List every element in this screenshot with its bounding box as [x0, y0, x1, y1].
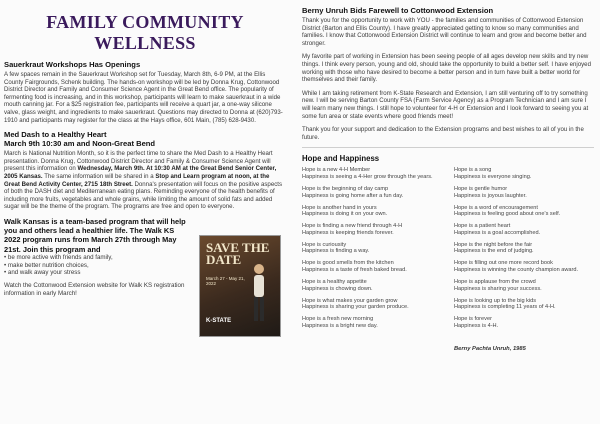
walker-figure-icon — [246, 262, 272, 324]
sauerkraut-article — [4, 60, 286, 124]
med-dash-article — [4, 130, 286, 211]
left-column — [4, 0, 286, 342]
walk-bullet: • and walk away your stress — [4, 269, 81, 277]
poem-stanza: Hope is good smells from the kitchen Happiness is a taste of fresh baked bread. — [302, 260, 407, 273]
walk-kansas-website-note: Watch the Cottonwood Extension website for Walk KS registration information in early March! — [4, 282, 185, 297]
poem-signature: Berny Pachta Unruh, 1985 — [454, 346, 526, 353]
sauerkraut-title: Sauerkraut Workshops Has Openings — [4, 60, 141, 69]
poem-stanza: Hope is looking up to the big kids Happiness is completing 11 years of 4-H. — [454, 297, 556, 311]
med-dash-body — [4, 150, 286, 211]
farewell-article — [302, 6, 594, 141]
hope-happiness-title: Hope and Happiness — [302, 154, 380, 164]
med-dash-text-3: Donna's presentation will focus on the positive aspects of both the DASH diet and Mediterranean eating plans. Reminding everyone of the health benefits of including more fruits, vegetables and whole grains, while limiting the amount of solid fats and added sugar will be the theme of the program. The programs are free and open to everyone. — [4, 180, 283, 211]
poem-stanza: Hope is the night before the fair Happiness is the end of judging. — [454, 241, 534, 255]
med-dash-title-line2: March 9th 10:30 am and Noon-Great Bend — [4, 139, 156, 149]
poem-stanza: Hope is another hand in yours Happiness is doing it on your own. — [302, 204, 388, 218]
poem-stanza: Hope is a song Happiness is everyone singing. — [454, 167, 532, 180]
section-divider — [302, 147, 594, 148]
med-dash-text-2: The same information will be shared in a — [42, 172, 156, 180]
med-dash-noon-bold: Stop and Learn program at noon, at the Great Bend Activity Center, 2715 18th Street. — [4, 172, 270, 188]
walk-kansas-lead: Walk Kansas is a team-based program that will help you and others lead a healthier life. The Walk KS 2022 program runs from March 27th through May 21st. Join this program and — [4, 216, 186, 254]
poem-stanza: Hope is filling out one more record book Happiness is winning the county champion award. — [454, 260, 579, 273]
hope-happiness-poem — [302, 167, 594, 353]
poem-stanza: Hope is a healthy appetite Happiness is chowing down. — [302, 278, 373, 292]
med-dash-date-bold: Wednesday, March 9th. At 10:30 AM at the Great Bend Senior Center, 2005 Kansas. — [4, 165, 277, 180]
sauerkraut-body: A few spaces remain in the Sauerkraut Workshop set for Tuesday, March 8th, 6-9 PM, at the Ellis County Fairgrounds, Schenk building. The hands-on workshop will be led by Donna Krug, Cottonwood District Director and Family and Consumer Science Agent in the Great Bend office. The popularity of fermenting food is increasing, and in this workshop, participants will learn to make sauerkraut in a wide mouth canning jar. For a $25 registration fee, participants will receive a quart jar, a one-way silicone valve, glass weight, and ingredients to make sauerkraut. Questions may directed to Donna at (620)793-1910 and participants may register for the class at the Hays office, 601 Main, (785) 628-9430. — [4, 71, 283, 124]
walk-kansas-section — [4, 217, 286, 342]
poem-stanza: Hope is the beginning of day camp Happiness is going home after a fun day. — [302, 185, 404, 199]
walk-bullet: • be more active with friends and family, — [4, 253, 113, 261]
farewell-paragraph: Thank you for your support and dedication to the Extension programs and best wishes to all of you in the future. — [302, 126, 584, 141]
med-dash-title-line1: Med Dash to a Healthy Heart — [4, 130, 107, 140]
poem-stanza: Hope is forever Happiness is 4-H. — [454, 316, 499, 329]
right-column — [302, 0, 594, 353]
farewell-title: Berny Unruh Bids Farewell to Cottonwood Extension — [302, 6, 494, 15]
walk-kansas-bullets — [4, 254, 186, 277]
poem-stanza: Hope is finding a new friend through 4-H Happiness is keeping friends forever. — [302, 223, 403, 236]
poem-stanza: Hope is curiousity Happiness is finding a way. — [302, 241, 370, 255]
poem-stanza: Hope is a patient heart Happiness is a goal accomplished. — [454, 223, 541, 236]
kstate-logo: K-STATE — [206, 317, 232, 324]
walk-bullet: • make better nutrition choices, — [4, 261, 89, 269]
med-dash-text-1: March is National Nutrition Month, so it is the perfect time to share the Med Dash to a Healthy Heart presentation. Donna Krug, Cottonwood District Director and Family & Consumer Science Agent will present this information on — [4, 150, 273, 173]
med-dash-title — [4, 130, 286, 148]
poem-stanza: Hope is a fresh new morning Happiness is a bright new day. — [302, 316, 378, 329]
walk-kansas-text — [4, 217, 186, 304]
poem-stanza: Hope is gentle humor Happiness is joyous laughter. — [454, 185, 527, 199]
newsletter-masthead: FAMILY COMMUNITY WELLNESS — [46, 12, 244, 53]
farewell-paragraph: While I am taking retirement from K-State Research and Extension, I am still venturing off to try something new. I will be serving Barton County FSA (Farm Service Agency) as a Program Technician and I am sure I will learn many new things. I still hope to volunteer for 4-H or Extension and I look forward to seeing you at some fun area or state events where good friends meet! — [302, 89, 589, 120]
farewell-paragraph: My favorite part of working in Extension has been seeing people of all ages develop new skills and try new things. I think every person, young and old, should take the opportunity to build a better self. I have enjoyed working with those who have desired to become a better person and in turn have built a better world for themselves and their family. — [302, 53, 591, 84]
save-the-date-poster — [199, 235, 281, 337]
farewell-paragraph: Thank you for the opportunity to work with YOU - the families and communities of Cottonwood Extension District (Barton and Ellis County). I have greatly appreciated getting to know so many communities and families. I know that Cottonwood Extension District will continue to learn and grow and become better and stronger. — [302, 17, 587, 47]
poem-stanza: Hope is applause from the crowd Happiness is sharing your success. — [454, 278, 542, 292]
poster-title: SAVE THE DATE — [206, 239, 270, 267]
poem-stanza: Hope is a word of encouragement Happiness is feeling good about one's self. — [454, 204, 561, 218]
poem-stanza: Hope is what makes your garden grow Happiness is sharing your garden produce. — [302, 297, 409, 311]
poster-dates: March 27 - May 21, 2022 — [206, 275, 245, 287]
poem-stanza: Hope is a new 4-H Member Happiness is seeing a 4-Her grow through the years. — [302, 167, 433, 180]
